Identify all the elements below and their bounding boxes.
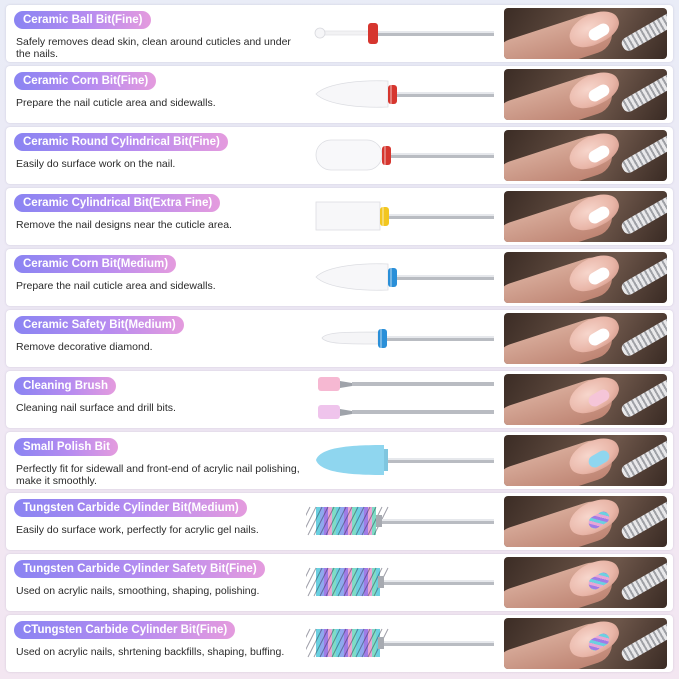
bit-head — [316, 445, 384, 475]
bit-title: Small Polish Bit — [14, 438, 118, 456]
bit-description: Prepare the nail cuticle area and sidewalls. — [16, 97, 216, 109]
bit-head — [316, 81, 388, 107]
bit-title: Ceramic Corn Bit(Medium) — [14, 255, 176, 273]
bit-row — [6, 432, 673, 489]
bit-band — [382, 146, 391, 165]
drill-handpiece — [620, 255, 667, 297]
bit-row — [6, 554, 673, 611]
bit-head — [306, 629, 388, 657]
bit-title: Ceramic Ball Bit(Fine) — [14, 11, 151, 29]
usage-photo — [504, 618, 667, 669]
bit-description: Perfectly fit for sidewall and front-end of acrylic nail polishing, make it smoothly. — [16, 463, 300, 487]
drill-handpiece — [620, 72, 667, 114]
usage-photo — [504, 130, 667, 181]
bit-illustration — [306, 188, 496, 245]
bit-illustration — [306, 493, 496, 550]
drill-handpiece — [620, 621, 667, 663]
bit-band — [368, 23, 378, 44]
bit-illustration — [306, 66, 496, 123]
drill-handpiece — [620, 560, 667, 602]
usage-photo — [504, 435, 667, 486]
bit-row — [6, 310, 673, 367]
bit-row — [6, 493, 673, 550]
bit-title: Cleaning Brush — [14, 377, 116, 395]
bit-description: Easily do surface work, perfectly for acrylic gel nails. — [16, 524, 259, 536]
bit-illustration — [306, 310, 496, 367]
bit-head — [306, 507, 388, 535]
bit-illustration — [306, 615, 496, 672]
bit-band — [388, 85, 397, 104]
bit-band — [388, 268, 397, 287]
bit-row — [6, 5, 673, 62]
usage-photo — [504, 496, 667, 547]
bit-title: Tungsten Carbide Cylinder Bit(Medium) — [14, 499, 247, 517]
bit-title: Ceramic Corn Bit(Fine) — [14, 72, 156, 90]
bit-illustration — [306, 249, 496, 306]
bit-illustration — [306, 371, 496, 428]
bit-head — [306, 568, 388, 596]
drill-handpiece — [620, 377, 667, 419]
bit-title: CTungsten Carbide Cylinder Bit(Fine) — [14, 621, 235, 639]
bit-illustration — [306, 554, 496, 611]
bit-description: Remove the nail designs near the cuticle area. — [16, 219, 232, 231]
bit-head — [316, 202, 380, 230]
drill-handpiece — [620, 499, 667, 541]
bit-head — [315, 28, 325, 38]
usage-photo — [504, 8, 667, 59]
bit-band — [380, 207, 389, 226]
bit-head — [316, 140, 382, 170]
drill-handpiece — [620, 194, 667, 236]
bit-row — [6, 615, 673, 672]
drill-handpiece — [620, 11, 667, 53]
bit-illustration — [306, 127, 496, 184]
bit-row — [6, 249, 673, 306]
drill-handpiece — [620, 438, 667, 480]
bit-description: Prepare the nail cuticle area and sidewalls. — [16, 280, 216, 292]
bit-title: Ceramic Safety Bit(Medium) — [14, 316, 184, 334]
usage-photo — [504, 69, 667, 120]
bit-title: Ceramic Cylindrical Bit(Extra Fine) — [14, 194, 220, 212]
bit-illustration — [306, 432, 496, 489]
brush-head-1 — [318, 377, 340, 391]
bit-head — [322, 332, 378, 344]
bit-row — [6, 127, 673, 184]
bit-description: Used on acrylic nails, smoothing, shaping, polishing. — [16, 585, 260, 597]
bit-band — [378, 329, 387, 348]
drill-handpiece — [620, 316, 667, 358]
bit-title: Ceramic Round Cylindrical Bit(Fine) — [14, 133, 228, 151]
usage-photo — [504, 252, 667, 303]
bit-row — [6, 66, 673, 123]
bit-description: Cleaning nail surface and drill bits. — [16, 402, 176, 414]
usage-photo — [504, 374, 667, 425]
bit-description: Used on acrylic nails, shrtening backfills, shaping, buffing. — [16, 646, 285, 658]
bit-description: Safely removes dead skin, clean around cuticles and under the nails. — [16, 36, 291, 60]
brush-head-2 — [318, 405, 340, 419]
usage-photo — [504, 191, 667, 242]
bit-title: Tungsten Carbide Cylinder Safety Bit(Fine) — [14, 560, 265, 578]
usage-photo — [504, 313, 667, 364]
bit-illustration — [306, 5, 496, 62]
bit-row — [6, 188, 673, 245]
bit-description: Remove decorative diamond. — [16, 341, 153, 353]
usage-photo — [504, 557, 667, 608]
bit-row — [6, 371, 673, 428]
bit-description: Easily do surface work on the nail. — [16, 158, 176, 170]
bit-head — [316, 264, 388, 290]
drill-handpiece — [620, 133, 667, 175]
